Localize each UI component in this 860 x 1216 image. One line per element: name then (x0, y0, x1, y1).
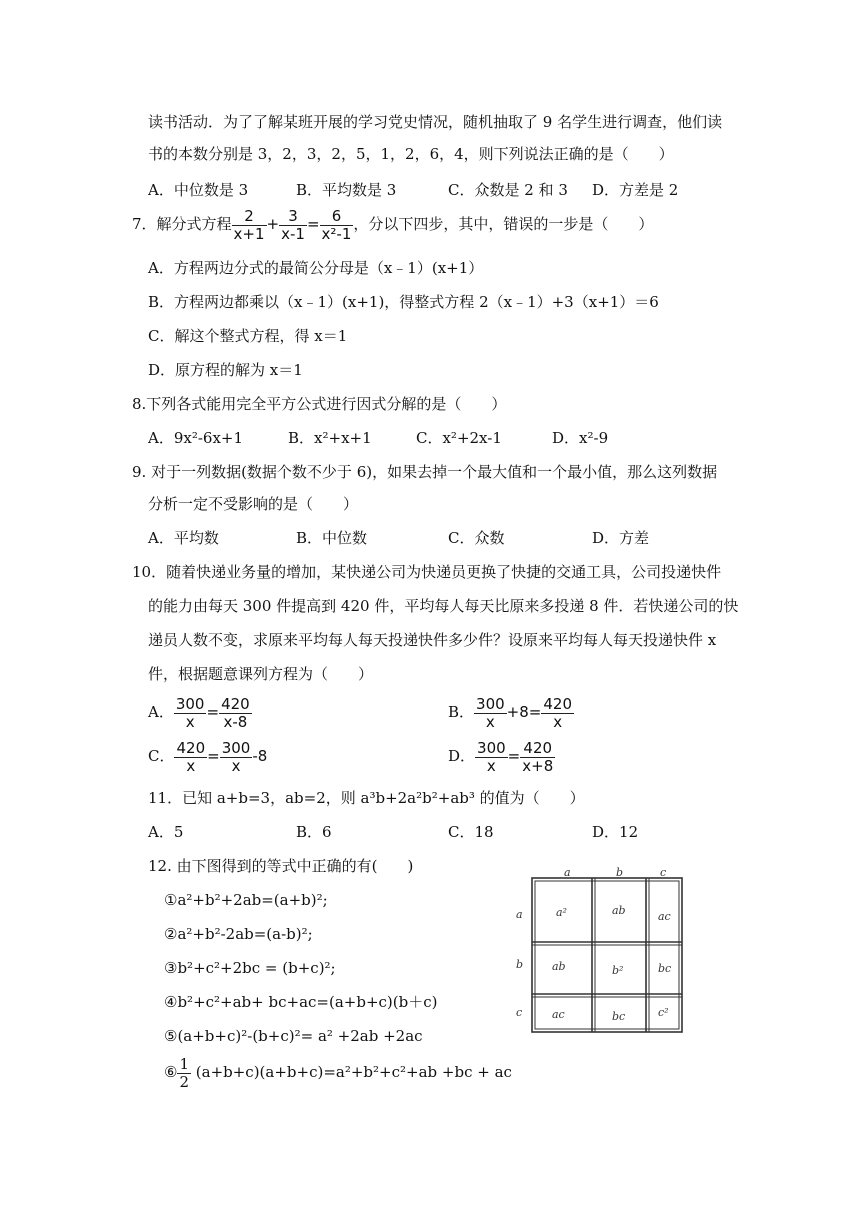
q10-stem-line2: 的能力由每天 300 件提高到 420 件，平均每人每天比原来多投递 8 件．若快递公司的快 (148, 597, 739, 615)
q8-option-b: B．x²+x+1 (288, 429, 372, 447)
area-grid-svg (512, 862, 712, 1042)
q9-option-c: C．众数 (448, 529, 505, 547)
cell-a2: a² (556, 906, 567, 919)
cell-ab-top: ab (612, 904, 626, 917)
q6-option-c: C．众数是 2 和 3 (448, 181, 568, 199)
q10-stem-line3: 递员人数不变，求原来平均每人每天投递快件多少件？设原来平均每人每天投递快件 x (148, 631, 717, 649)
q11-stem: 11．已知 a+b=3，ab=2，则 a³b+2a²b²+ab³ 的值为（ ） (148, 789, 585, 807)
q10-option-c: C． $\frac{420}{x}$ = $\frac{300}{x}$ -8 (148, 738, 268, 775)
top-label-c: c (660, 866, 667, 879)
q10-option-a: A． $\frac{300}{x}$ = $\frac{420}{x-8}$ (148, 694, 250, 731)
q8-stem: 8.下列各式能用完全平方公式进行因式分解的是（ ） (132, 395, 507, 413)
q8-option-d: D．x²-9 (552, 429, 609, 447)
q12-stem: 12. 由下图得到的等式中正确的有( ) (148, 857, 414, 875)
q12-item-1: ①a²+b²+2ab=(a+b)²; (164, 891, 328, 909)
q9-stem-line1: 9. 对于一列数据(数据个数不少于 6)，如果去掉一个最大值和一个最小值，那么这列数据 (132, 463, 718, 481)
q9-option-d: D．方差 (592, 529, 650, 547)
top-label-b: b (616, 866, 624, 879)
q6-option-a: A．中位数是 3 (148, 181, 249, 199)
q9-stem-line2: 分析一定不受影响的是（ ） (148, 495, 359, 513)
q12-item-6: ⑥ $\frac{1}{2}$ (a+b+c)(a+b+c)=a²+b²+c²+ab +bc + ac (164, 1054, 512, 1091)
q7-option-c: C．解这个整式方程，得 x＝1 (148, 327, 348, 345)
q10-stem-line1: 10．随着快递业务量的增加，某快递公司为快递员更换了快捷的交通工具，公司投递快件 (132, 563, 722, 581)
q7-prefix: 7．解分式方程 (132, 215, 232, 233)
q7-fraction-3: $\frac{6}{\text{x²-1}}$ (321, 206, 352, 243)
cell-bc-bottom: bc (612, 1010, 626, 1023)
q6-option-b: B．平均数是 3 (296, 181, 397, 199)
cell-ab-left: ab (552, 960, 566, 973)
q7-suffix: ，分以下四步，其中，错误的一步是（ ） (353, 215, 654, 233)
q6-stem-line2: 书的本数分别是 3，2，3，2，5，1，2，6，4，则下列说法正确的是（ ） (148, 145, 674, 163)
cell-c2: c² (658, 1006, 669, 1019)
q12-area-diagram (512, 862, 712, 1042)
q8-option-c: C．x²+2x-1 (416, 429, 502, 447)
q12-item-3: ③b²+c²+2bc = (b+c)²; (164, 959, 336, 977)
side-label-c: c (516, 1006, 523, 1019)
q10-option-d: D． $\frac{300}{x}$ = $\frac{420}{x+8}$ (448, 738, 554, 775)
top-label-a: a (564, 866, 571, 879)
cell-ac-bottom: ac (552, 1008, 565, 1021)
q6-option-d: D．方差是 2 (592, 181, 679, 199)
q7-option-a: A．方程两边分式的最简公分母是（x﹣1）(x+1） (148, 259, 484, 277)
q9-option-a: A．平均数 (148, 529, 219, 547)
q10-stem-line4: 件，根据题意课列方程为（ ） (148, 665, 374, 683)
q12-item-4: ④b²+c²+ab+ bc+ac=(a+b+c)(b＋c) (164, 993, 438, 1011)
q8-option-a: A．9x²-6x+1 (148, 429, 244, 447)
q7-option-d: D．原方程的解为 x＝1 (148, 361, 303, 379)
q7-stem: 7．解分式方程 $\frac{2}{x+1}$ + $\frac{3}{x-1}$ = $\frac{6}{\text{x²-1}}$ ，分以下四步，其中，错误的一步是（ ） (132, 206, 654, 243)
q11-option-c: C．18 (448, 823, 494, 841)
q11-option-d: D．12 (592, 823, 639, 841)
q7-fraction-2: $\frac{3}{x-1}$ (281, 206, 305, 243)
q11-option-a: A．5 (148, 823, 184, 841)
q11-option-b: B．6 (296, 823, 332, 841)
cell-ac-top: ac (658, 910, 671, 923)
q6-stem-line1: 读书活动．为了了解某班开展的学习党史情况，随机抽取了 9 名学生进行调查，他们读 (148, 113, 723, 131)
q10-option-b: B． $\frac{300}{x}$ +8= $\frac{420}{x}$ (448, 694, 572, 731)
side-label-a: a (516, 908, 523, 921)
side-label-b: b (516, 958, 524, 971)
q12-item-2: ②a²+b²-2ab=(a-b)²; (164, 925, 313, 943)
cell-bc-right: bc (658, 962, 672, 975)
q12-item-5: ⑤(a+b+c)²-(b+c)²= a² +2ab +2ac (164, 1027, 423, 1045)
q9-option-b: B．中位数 (296, 529, 368, 547)
cell-b2: b² (612, 964, 624, 977)
q7-option-b: B．方程两边都乘以（x﹣1）(x+1)，得整式方程 2（x﹣1）+3（x+1）＝6 (148, 293, 659, 311)
q7-fraction-1: $\frac{2}{x+1}$ (233, 206, 265, 243)
